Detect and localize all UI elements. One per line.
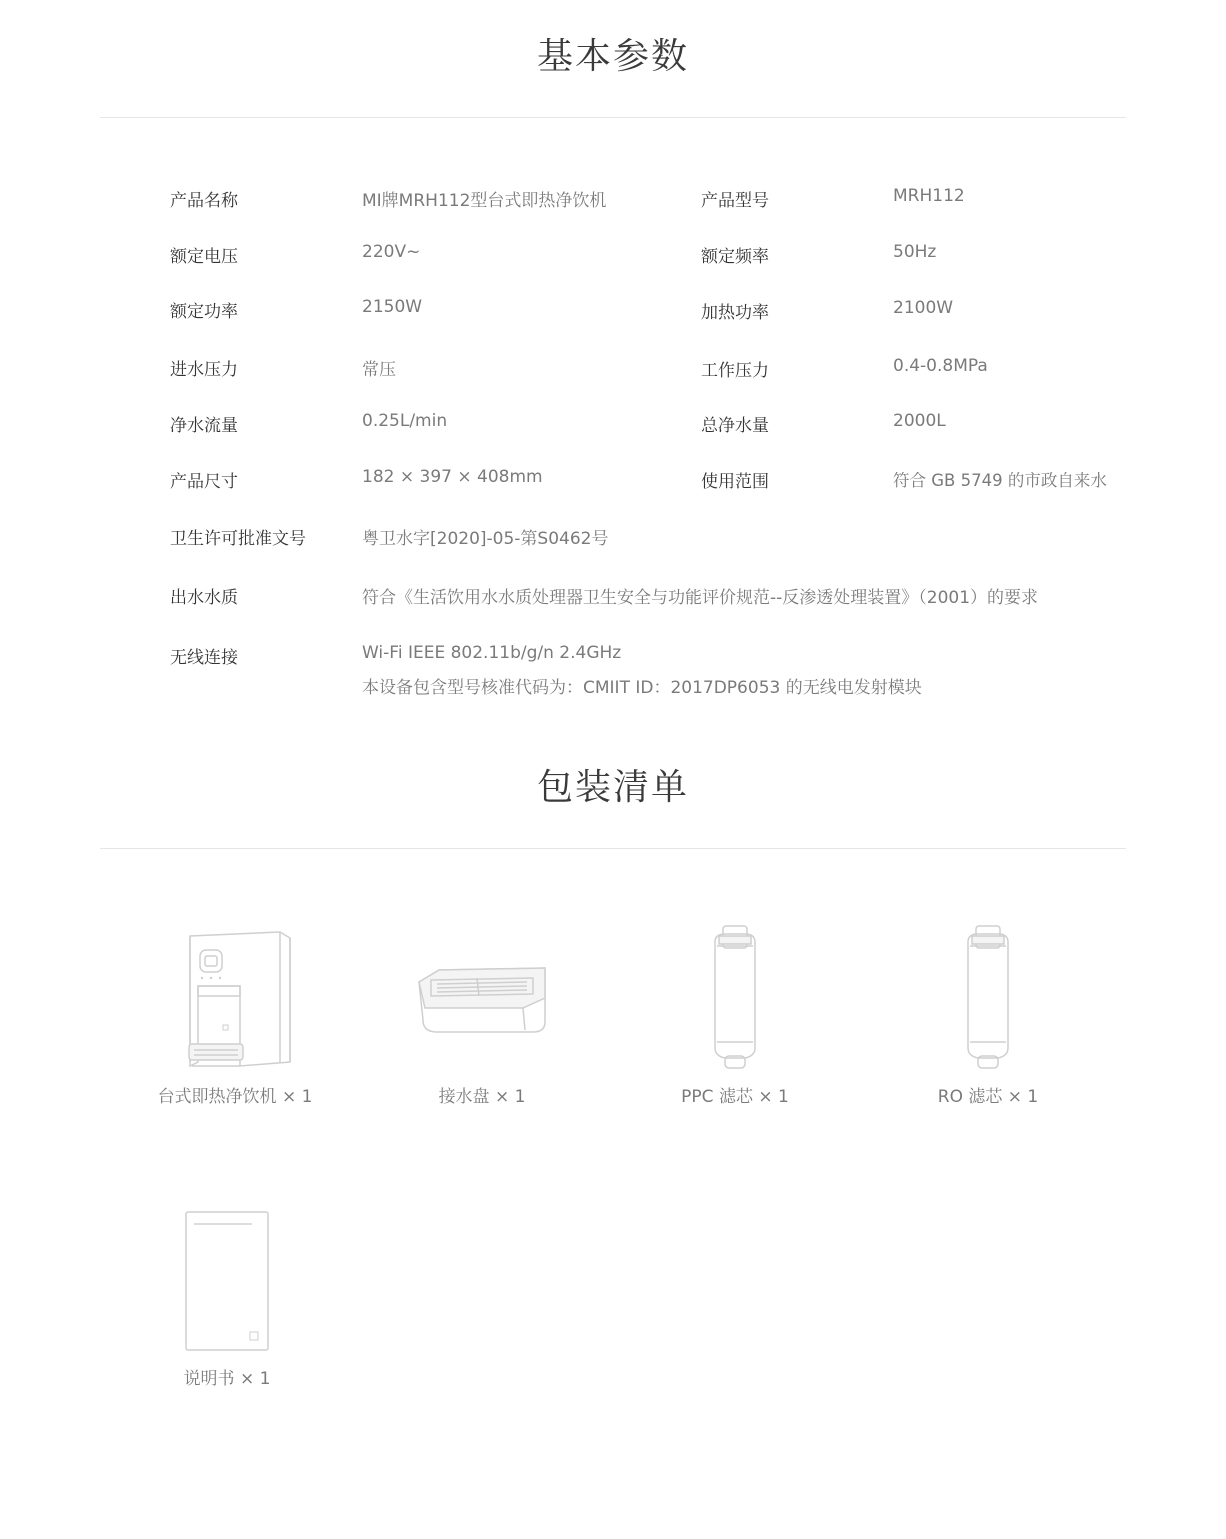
spec-value-inlet-pressure: 常压: [362, 360, 396, 380]
spec-label-size: 产品尺寸: [170, 472, 238, 492]
package-item-tray-label: 接水盘 × 1: [438, 1087, 526, 1107]
ppc-filter-icon: [705, 922, 765, 1072]
spec-value-flow: 0.25L/min: [362, 411, 448, 431]
spec-label-quality: 出水水质: [170, 588, 238, 608]
spec-value-wireless-standard: Wi-Fi IEEE 802.11b/g/n 2.4GHz: [362, 643, 622, 663]
spec-value-product-name: MI牌MRH112型台式即热净饮机: [362, 191, 607, 211]
spec-value-rated-frequency: 50Hz: [893, 242, 937, 262]
spec-value-total-volume: 2000L: [893, 411, 946, 431]
package-item-ppc: [615, 922, 855, 1107]
package-item-ro: [868, 922, 1108, 1107]
params-divider: [100, 117, 1126, 118]
manual-booklet-icon: [182, 1208, 272, 1354]
spec-value-heating-power: 2100W: [893, 298, 954, 318]
package-item-dispenser-label: 台式即热净饮机 × 1: [157, 1087, 313, 1107]
ro-filter-icon: [958, 922, 1018, 1072]
spec-value-working-pressure: 0.4-0.8MPa: [893, 356, 988, 376]
package-section-title: 包装清单: [536, 767, 689, 808]
spec-label-model: 产品型号: [701, 191, 769, 211]
spec-label-usage: 使用范围: [701, 472, 769, 492]
water-dispenser-icon: [170, 922, 300, 1072]
drip-tray-icon: [407, 922, 557, 1072]
package-item-manual-label: 说明书 × 1: [183, 1369, 271, 1389]
spec-value-model: MRH112: [893, 186, 965, 206]
spec-label-working-pressure: 工作压力: [701, 361, 769, 381]
spec-label-flow: 净水流量: [170, 416, 238, 436]
spec-value-license: 粤卫水字[2020]-05-第S0462号: [362, 529, 609, 549]
spec-label-product-name: 产品名称: [170, 191, 238, 211]
spec-label-total-volume: 总净水量: [701, 416, 769, 436]
spec-label-heating-power: 加热功率: [701, 303, 769, 323]
spec-value-rated-power: 2150W: [362, 297, 423, 317]
spec-value-size: 182 × 397 × 408mm: [362, 467, 543, 487]
spec-value-wireless-cmiit: 本设备包含型号核准代码为：CMIIT ID：2017DP6053 的无线电发射模块: [362, 678, 922, 698]
package-item-ro-label: RO 滤芯 × 1: [937, 1087, 1039, 1107]
package-item-dispenser: [115, 922, 355, 1107]
spec-label-inlet-pressure: 进水压力: [170, 360, 238, 380]
package-item-ppc-label: PPC 滤芯 × 1: [681, 1087, 789, 1107]
package-item-manual: [107, 1208, 347, 1389]
spec-value-rated-voltage: 220V~: [362, 242, 421, 262]
package-divider: [100, 848, 1126, 849]
package-item-tray: [362, 922, 602, 1107]
params-section-title: 基本参数: [536, 36, 689, 77]
spec-label-rated-frequency: 额定频率: [701, 247, 769, 267]
spec-value-quality: 符合《生活饮用水水质处理器卫生安全与功能评价规范--反渗透处理装置》（2001）的要求: [362, 588, 1039, 608]
spec-label-wireless: 无线连接: [170, 648, 238, 668]
spec-label-rated-voltage: 额定电压: [170, 247, 238, 267]
spec-label-license: 卫生许可批准文号: [170, 529, 306, 549]
spec-value-usage: 符合 GB 5749 的市政自来水: [893, 471, 1107, 490]
spec-label-rated-power: 额定功率: [170, 302, 238, 322]
